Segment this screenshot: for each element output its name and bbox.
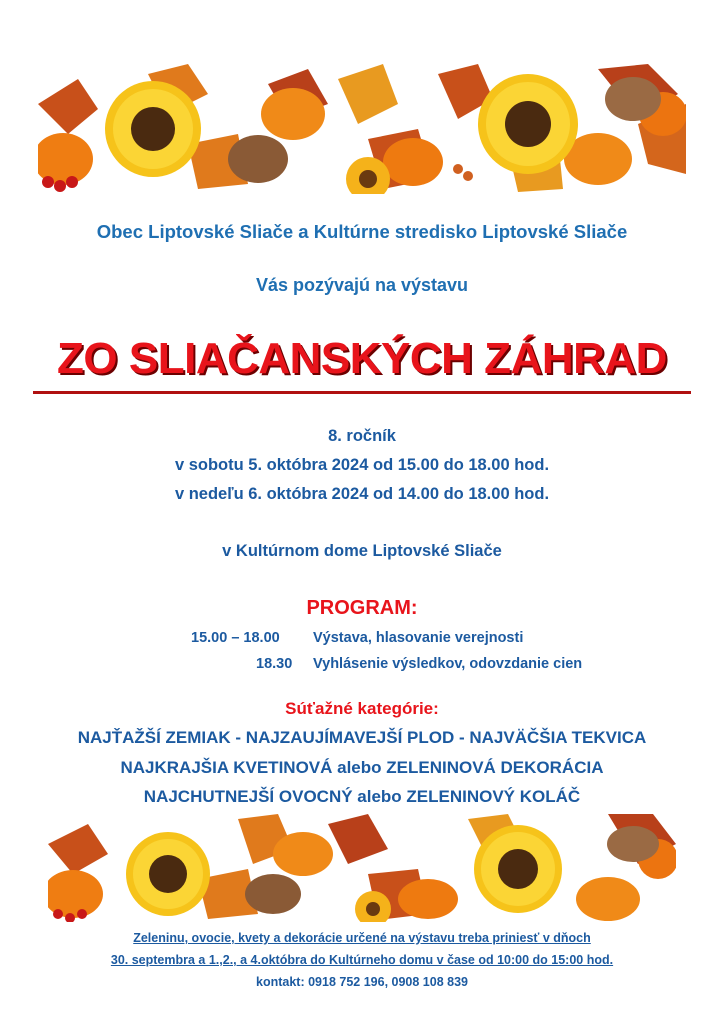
categories-heading: Súťažné kategórie: (285, 699, 439, 718)
invitation-text: Vás pozývajú na výstavu (255, 275, 469, 295)
program-item-time: 15.00 – 18.00 (191, 630, 280, 646)
event-title: ZO SLIAČANSKÝCH ZÁHRAD (57, 334, 667, 383)
autumn-garland-bottom-illustration (48, 814, 676, 922)
saturday-schedule: v sobotu 5. októbra 2024 od 15.00 do 18.00 hod. (174, 456, 550, 474)
sunday-schedule: v nedeľu 6. októbra 2024 od 14.00 do 18.00 hod. (174, 485, 550, 503)
program-item-description: Vyhlásenie výsledkov, odovzdanie cien (313, 656, 583, 672)
footer-delivery-note: Zeleninu, ovocie, kvety a dekorácie určené na výstavu treba priniesť v dňoch (133, 931, 591, 945)
program-item-time: 18.30 (256, 656, 293, 672)
autumn-garland-bottom (48, 814, 676, 922)
footer-contact: kontakt: 0918 752 196, 0908 108 839 (256, 975, 468, 989)
autumn-garland-top-illustration (38, 64, 686, 194)
program-heading: PROGRAM: (306, 597, 418, 619)
category-line: NAJKRAJŠIA KVETINOVÁ alebo ZELENINOVÁ DEKORÁCIA (120, 758, 604, 777)
program-item-description: Výstava, hlasovanie verejnosti (313, 630, 524, 646)
title-underline (33, 391, 691, 394)
venue-text: v Kultúrnom dome Liptovské Sliače (222, 542, 502, 560)
category-line: NAJŤAŽŠÍ ZEMIAK - NAJZAUJÍMAVEJŠÍ PLOD - NAJVÄČŠIA TEKVICA (77, 728, 647, 747)
category-line: NAJCHUTNEJŠÍ OVOCNÝ alebo ZELENINOVÝ KOLÁČ (143, 787, 581, 806)
autumn-garland-top (38, 64, 686, 194)
edition-text: 8. ročník (328, 427, 396, 445)
footer-delivery-dates: 30. septembra a 1.,2., a 4.októbra do Kultúrneho domu v čase od 10:00 do 15:00 hod. (110, 953, 614, 967)
organizers-text: Obec Liptovské Sliače a Kultúrne stredisko Liptovské Sliače (96, 221, 628, 242)
